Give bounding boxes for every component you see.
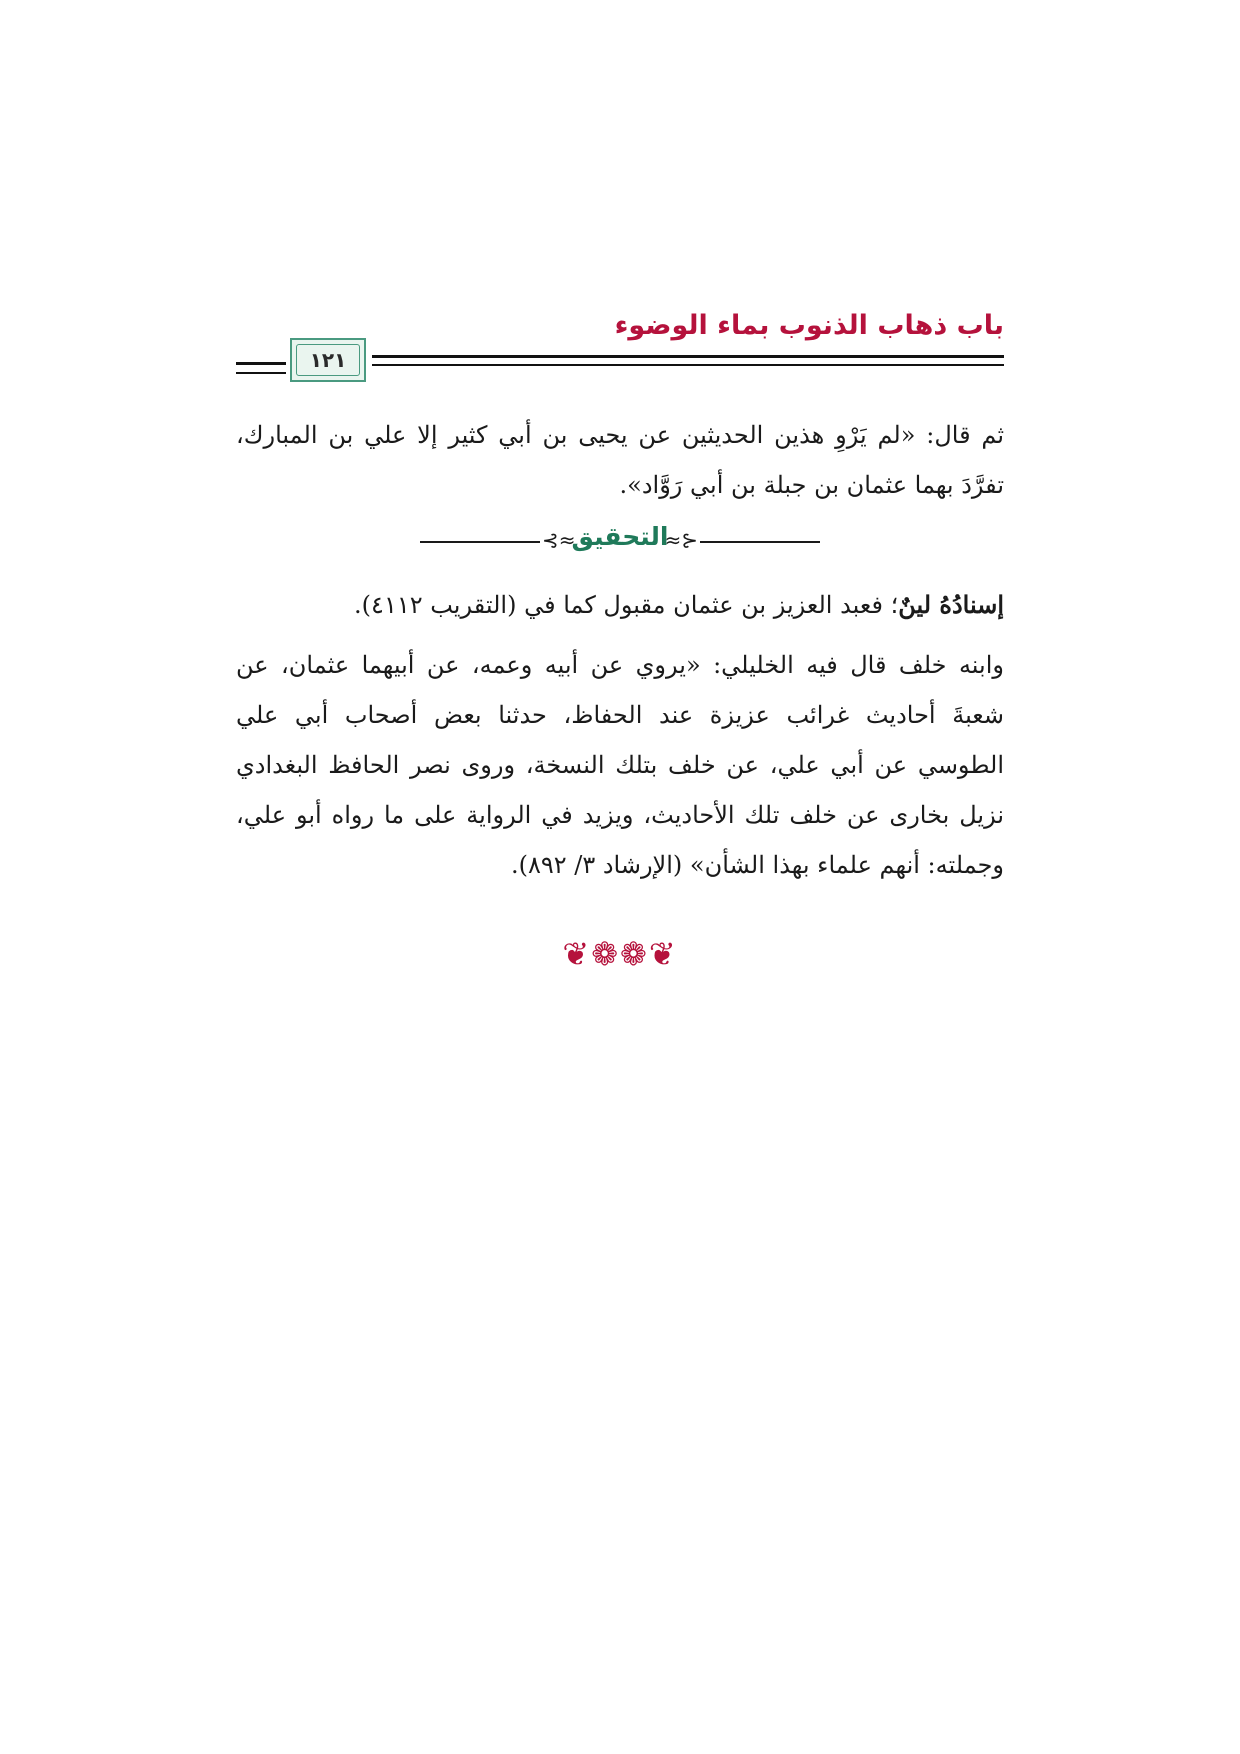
floral-divider-icon: ❦❁❁❦ [562,935,678,973]
paragraph-quote: ثم قال: «لم يَرْوِ هذين الحديثين عن يحيى بن أبي كثير إلا علي بن المبارك، تفرَّدَ بهما عثمان بن جبلة بن أبي رَوَّاد». [236,421,1004,499]
chapter-title: باب ذهاب الذنوب بماء الوضوء [614,310,1004,341]
divider-ornament-left-icon: ⊰≈ [542,528,576,552]
section-divider [420,520,820,560]
header-rule-right-thin [372,364,1004,366]
page-number-badge [290,338,366,382]
paragraph-khalili: وابنه خلف قال فيه الخليلي: «يروي عن أبيه وعمه، عن أبيهما عثمان، عن شعبةَ أحاديث غرائب عزيزة عند الحفاظ، حدثنا بعض أصحاب أبي علي الطوسي عن أبي علي، عن خلف بتلك النسخة، وروى نصر الحافظ البغدادي نزيل بخارى عن خلف تلك الأحاديث، ويزيد في الرواية على ما رواه أبو علي، وجملته: أنهم علماء بهذا الشأن» (الإرشاد ٣/ ٨٩٢). [236,651,1004,879]
isnad-verdict: إسنادُهُ لينٌ [898,590,1004,619]
isnad-explanation: ؛ فعبد العزيز بن عثمان مقبول كما في (التقريب ٤١١٢). [354,591,899,619]
header-rule-left-thin [236,372,286,374]
section-heading: التحقيق [571,522,669,551]
header-rule-right [372,355,1004,358]
header-rule-left [236,362,286,365]
divider-ornament-right-icon: ≈⊱ [664,528,698,552]
paragraph-isnad [236,580,1004,630]
page-number: ١٢١ [309,348,347,372]
divider-line-right [700,541,820,543]
